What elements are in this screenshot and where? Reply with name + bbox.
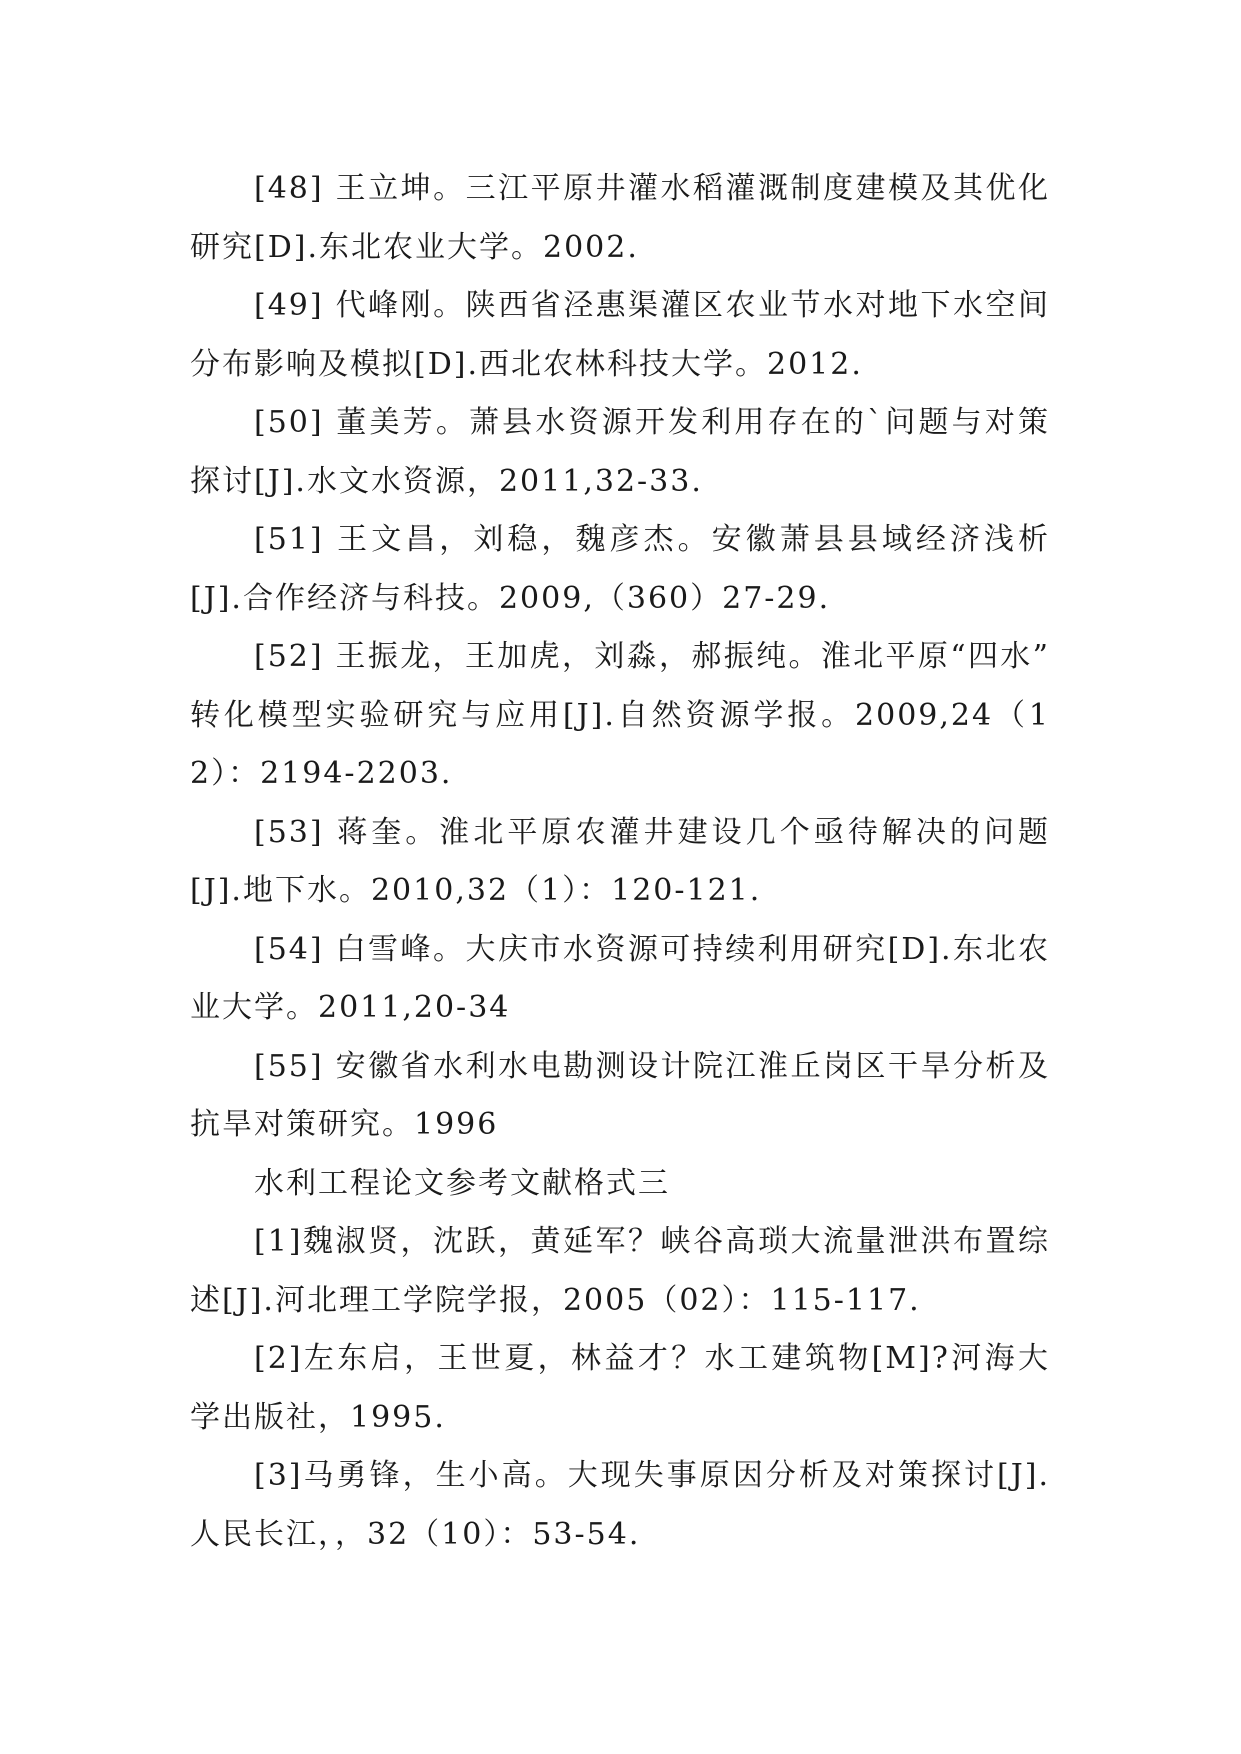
reference-entry-53: [53] 蒋奎。淮北平原农灌井建设几个亟待解决的问题[J].地下水。2010,32（1）：120-121. bbox=[190, 814, 1050, 908]
reference-entry-52: [52] 王振龙，王加虎，刘淼，郝振纯。淮北平原“四水” 转化模型实验研究与应用[J].自然资源学报。2009,24（12）：2194-2203. bbox=[190, 639, 1050, 791]
reference-entry-48: [48] 王立坤。三江平原井灌水稻灌溉制度建模及其优化研究[D].东北农业大学。2002. bbox=[190, 171, 1050, 265]
reference-entry-1: [1]魏淑贤，沈跃，黄延军？峡谷高琐大流量泄洪布置综述[J].河北理工学院学报，2005（02）：115-117. bbox=[190, 1224, 1050, 1318]
reference-entry-55: [55] 安徽省水利水电勘测设计院江淮丘岗区干旱分析及抗旱对策研究。1996 bbox=[190, 1048, 1050, 1142]
reference-entry-49: [49] 代峰刚。陕西省泾惠渠灌区农业节水对地下水空间分布影响及模拟[D].西北农林科技大学。2012. bbox=[190, 288, 1050, 382]
section-heading: 水利工程论文参考文献格式三 bbox=[254, 1165, 670, 1201]
reference-entry-54: [54] 白雪峰。大庆市水资源可持续利用研究[D].东北农业大学。2011,20-34 bbox=[190, 931, 1050, 1025]
reference-entry-50: [50] 董美芳。萧县水资源开发利用存在的`问题与对策探讨[J].水文水资源，2011,32-33. bbox=[190, 405, 1050, 499]
reference-entry-3: [3]马勇锋，生小高。大现失事原因分析及对策探讨[J].人民长江，，32（10）：53-54. bbox=[190, 1458, 1050, 1552]
reference-entry-2: [2]左东启，王世夏，林益才？水工建筑物[M]?河海大学出版社，1995. bbox=[190, 1341, 1050, 1435]
reference-entry-51: [51] 王文昌，刘稳，魏彦杰。安徽萧县县域经济浅析[J].合作经济与科技。2009,（360）27-29. bbox=[190, 522, 1050, 616]
reference-list bbox=[190, 160, 1050, 1564]
